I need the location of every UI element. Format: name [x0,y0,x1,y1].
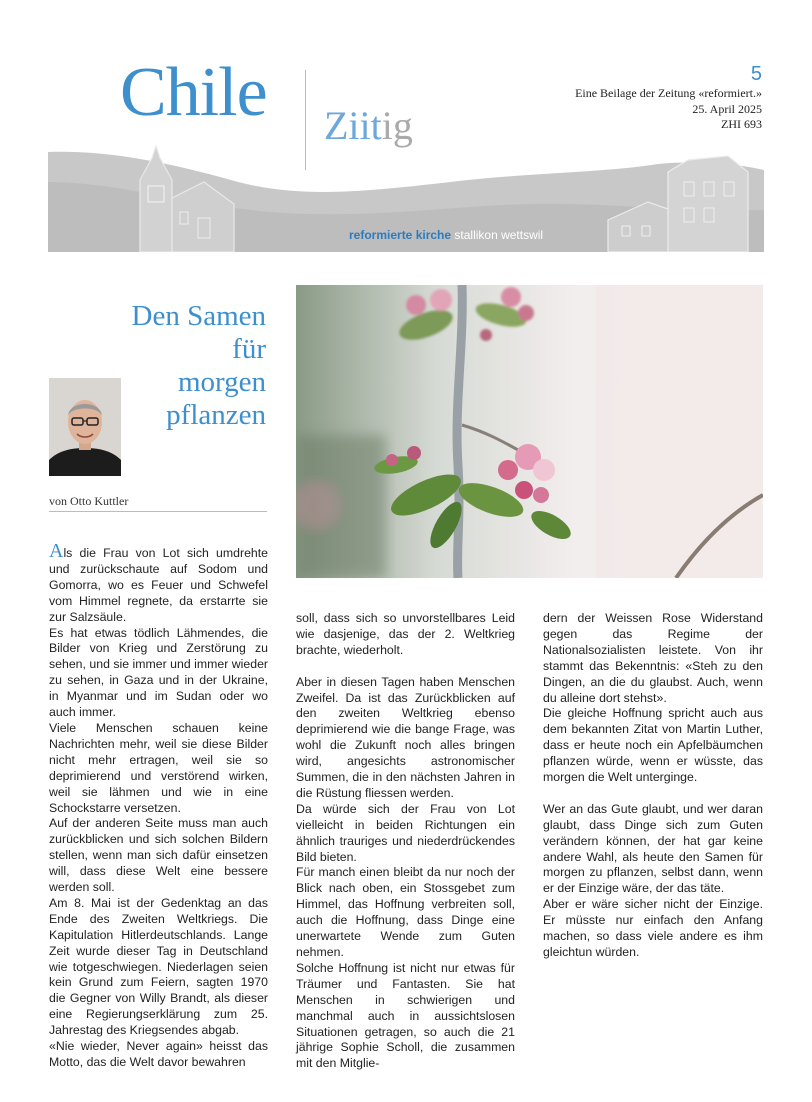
issue-date: 25. April 2025 [692,101,762,116]
article-column-1 [49,541,268,1071]
drop-cap: A [49,540,64,562]
author-portrait [49,378,121,476]
paragraph: Aber in diesen Tagen haben Menschen Zweifel. Da ist das Zurückblicken auf den zweiten Weltkrieg ebenso deprimierend wie die bange Frage, was wohl die Zukunft noch alles bringen wird, angesichts astronomischer Summen, die in den nächsten Jahren in die Rüstung fliessen werden. [296,674,515,800]
subtitle-part-1: Ziit [324,103,382,148]
subtitle-part-2: ig [381,103,413,148]
paragraph: Viele Menschen schauen keine Nachrichten mehr, weil sie diese Bilder nicht mehr ertragen, weil sie so deprimierend und verstörend wirken, weil sie lähmen und wie in eine Schockstarre versetzen. [49,720,268,815]
paragraph-text: ls die Frau von Lot sich umdrehte und zurückschaute auf Sodom und Gomorra, wo es Feuer und Schwefel vom Himmel regnete, da erstarrte sie zur Salzsäule. [49,546,268,624]
paragraph: Es hat etwas tödlich Lähmendes, die Bilder von Krieg und Zerstörung zu sehen, und sie immer und immer wieder zu sehen, in Gaza und in der Ukraine, in Myanmar und im Sudan oder wo auch immer. [49,625,268,720]
paragraph: «Nie wieder, Never again» heisst das Motto, das die Welt davor bewahren [49,1039,268,1069]
paragraph: Am 8. Mai ist der Gedenktag an das Ende des Zweiten Weltkriegs. Die Kapitulation Hitlerdeutschlands. Lange Zeit wurde dieser Tag in Deutschland wie totgeschwiegen. Niederlagen seien kein Grund zum Feiern, sagten 1970 die Gegner von Willy Brandt, als dieser eine Regierungserklärung zum 25. Jahrestag des Kriegsendes abgab. [49,895,268,1038]
paragraph: Solche Hoffnung ist nicht nur etwas für Träumer und Fantasten. Sie hat Menschen in schwierigen und manchmal auch in aussichtslosen Situationen getragen, so auch die 21 jährige Sophie Scholl, die zusammen mit den Mitglie- [296,960,515,1071]
paragraph: Für manch einen bleibt da nur noch der Blick nach oben, ein Stossgebet zum Himmel, das Hoffnung verbreiten soll, auch die Hoffnung, dass Dinge eine unerwartete Wende zum Guten nehmen. [296,865,515,960]
issue-meta [575,86,762,133]
headline-line: pflanzen [166,399,266,431]
paragraph: soll, dass sich so unvorstellbares Leid wie dasjenige, das der 2. Weltkrieg brachte, wiederholt. [296,611,515,657]
paragraph [49,541,268,626]
article-column-2 [296,611,515,1072]
paragraph: Auf der anderen Seite muss man auch zurückblicken und sich solchen Bildern stellen, wenn man sich dafür einsetzen will, dass diese Welt eine bessere werden soll. [49,816,268,895]
paragraph: Da würde sich der Frau von Lot vielleicht in beiden Richtungen ein ähnlich trauriges und niederdrückendes Bild bieten. [296,801,515,864]
paragraph: Aber er wäre sicher nicht der Einzige. Er müsste nur einfach den Anfang machen, so dass viele andere es ihm gleichtun würden. [543,897,763,960]
article-byline: von Otto Kuttler [49,494,267,512]
newspaper-subtitle [324,103,413,148]
apple-blossom-photo [296,285,763,578]
headline-line: Den Samen [131,300,266,332]
banner-church-label: reformierte kirche [349,228,452,242]
edition-code: ZHI 693 [721,117,762,131]
newspaper-title: Chile [120,54,267,131]
headline-line: morgen [177,366,266,398]
paragraph: dern der Weissen Rose Widerstand gegen das Regime der Nationalsozialisten leistete. Von ihr stammt das Bekenntnis: «Steh zu den Dingen, an die du glaubst. Auch, wenn du alleine dort stehst». [543,611,763,705]
banner-parish-name [349,228,543,242]
article-column-3 [543,611,763,961]
supplement-line: Eine Beilage der Zeitung «reformiert.» [575,86,762,100]
issue-number: 5 [750,63,762,85]
paragraph: Wer an das Gute glaubt, und wer daran glaubt, dass Dinge sich zum Guten verändern können, der hat gar keine andere Wahl, als heute den Samen für morgen zu pflanzen, selbst dann, wenn er der Einzige wäre, der das täte. [543,801,763,896]
banner-place-label: stallikon wettswil [454,228,544,242]
paragraph: Die gleiche Hoffnung spricht auch aus dem bekannten Zitat von Martin Luther, dass er heute noch ein Apfelbäumchen pflanzen würde, wenn er wüsste, das morgen die Welt unterginge. [543,706,763,785]
headline-line: für [232,333,266,365]
